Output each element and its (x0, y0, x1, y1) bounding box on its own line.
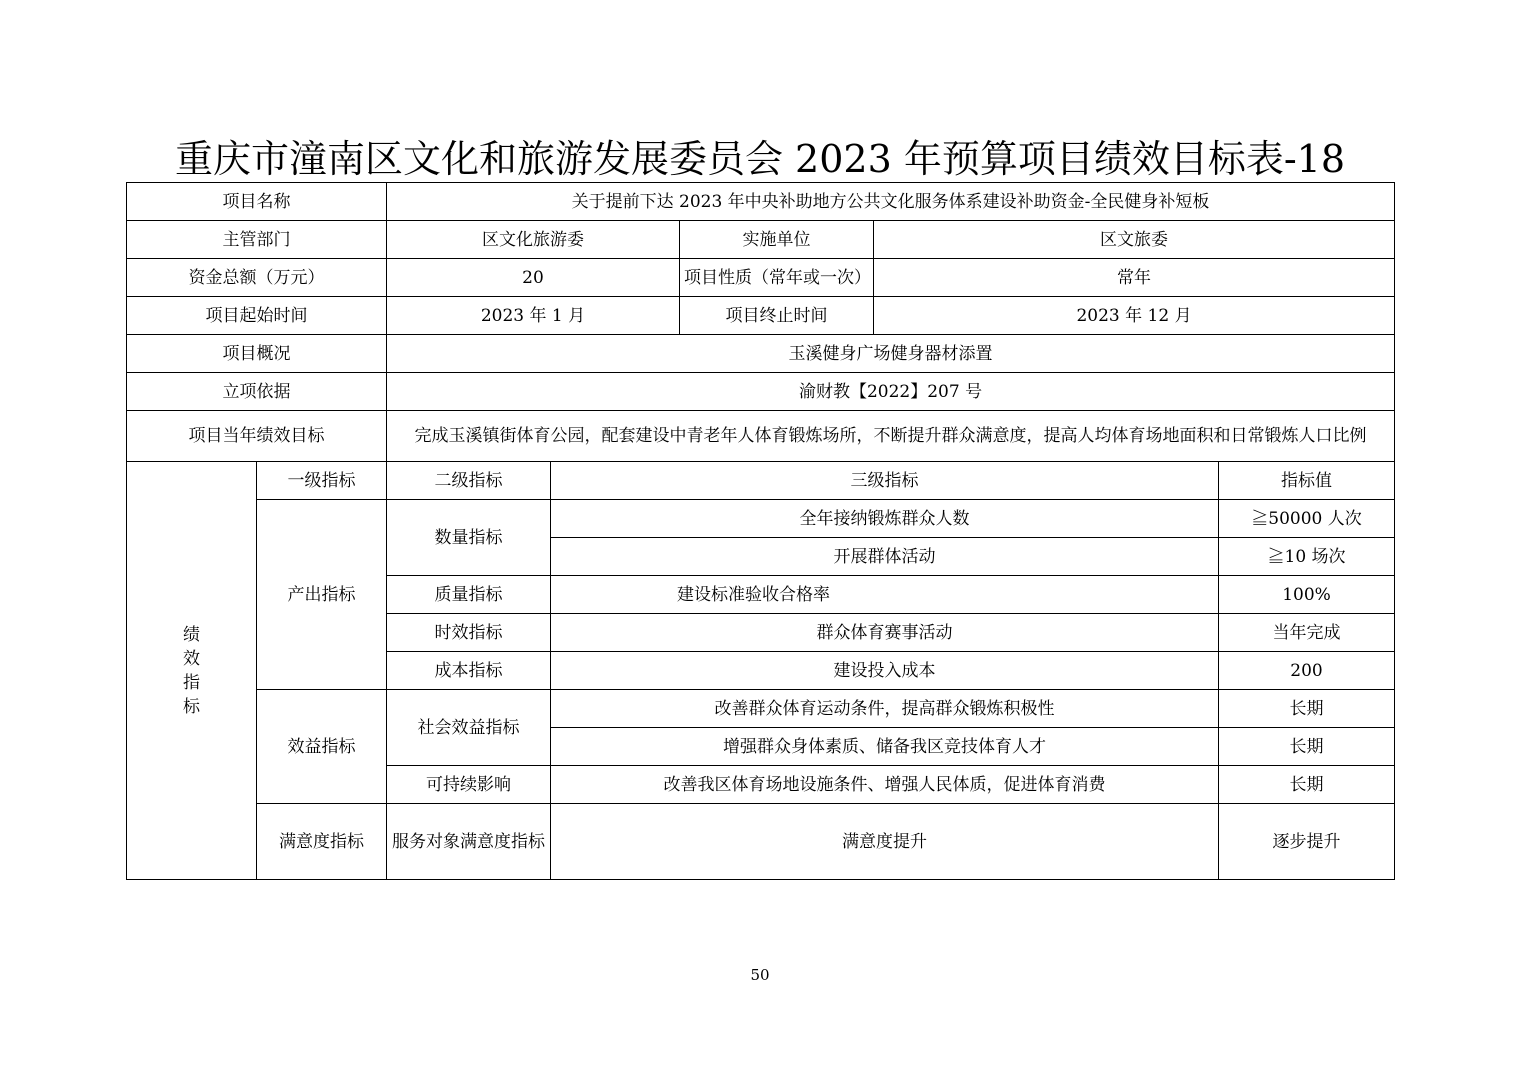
indicator-value: 长期 (1219, 766, 1395, 804)
indicator-section-text: 绩效指标 (182, 624, 200, 717)
header-value: 指标值 (1219, 462, 1395, 500)
overview-label: 项目概况 (127, 335, 387, 373)
impl-value: 区文旅委 (874, 221, 1395, 259)
indicator-value: 逐步提升 (1219, 804, 1395, 880)
indicator-value: 长期 (1219, 728, 1395, 766)
third-indicator: 开展群体活动 (551, 538, 1219, 576)
table-row (127, 500, 1395, 538)
funds-row (127, 259, 1395, 297)
nature-value: 常年 (874, 259, 1395, 297)
third-indicator: 全年接纳锻炼群众人数 (551, 500, 1219, 538)
third-indicator: 建设投入成本 (551, 652, 1219, 690)
third-indicator: 改善我区体育场地设施条件、增强人民体质，促进体育消费 (551, 766, 1219, 804)
third-indicator: 满意度提升 (551, 804, 1219, 880)
nature-label: 项目性质（常年或一次） (680, 259, 874, 297)
dept-label: 主管部门 (127, 221, 387, 259)
impl-label: 实施单位 (680, 221, 874, 259)
third-indicator: 群众体育赛事活动 (551, 614, 1219, 652)
project-name-row (127, 183, 1395, 221)
department-row (127, 221, 1395, 259)
indicator-value: 100% (1219, 576, 1395, 614)
indicator-value: 当年完成 (1219, 614, 1395, 652)
output-indicator-label: 产出指标 (257, 500, 387, 690)
basis-row (127, 373, 1395, 411)
indicator-value: ≧10 场次 (1219, 538, 1395, 576)
page-number: 50 (750, 966, 770, 984)
start-label: 项目起始时间 (127, 297, 387, 335)
performance-target-table (126, 182, 1395, 880)
third-indicator: 增强群众身体素质、储备我区竞技体育人才 (551, 728, 1219, 766)
period-row (127, 297, 1395, 335)
indicator-value: 200 (1219, 652, 1395, 690)
goal-row (127, 411, 1395, 462)
third-indicator: 建设标准验收合格率 (551, 576, 1219, 614)
service-satisfaction-label: 服务对象满意度指标 (387, 804, 551, 880)
overview-row (127, 335, 1395, 373)
table-row (127, 804, 1395, 880)
sustain-indicator-label: 可持续影响 (387, 766, 551, 804)
funds-value: 20 (387, 259, 680, 297)
indicator-value: 长期 (1219, 690, 1395, 728)
basis-label: 立项依据 (127, 373, 387, 411)
indicator-section-label (127, 462, 257, 880)
dept-value: 区文化旅游委 (387, 221, 680, 259)
indicator-value: ≧50000 人次 (1219, 500, 1395, 538)
cost-indicator-label: 成本指标 (387, 652, 551, 690)
social-indicator-label: 社会效益指标 (387, 690, 551, 766)
project-name-label: 项目名称 (127, 183, 387, 221)
goal-label: 项目当年绩效目标 (127, 411, 387, 462)
funds-label: 资金总额（万元） (127, 259, 387, 297)
table-row (127, 690, 1395, 728)
satisfaction-indicator-label: 满意度指标 (257, 804, 387, 880)
overview-value: 玉溪健身广场健身器材添置 (387, 335, 1395, 373)
indicator-header-row (127, 462, 1395, 500)
page-title: 重庆市潼南区文化和旅游发展委员会 2023 年预算项目绩效目标表-18 (174, 137, 1346, 181)
end-value: 2023 年 12 月 (874, 297, 1395, 335)
quality-indicator-label: 质量指标 (387, 576, 551, 614)
project-name-value: 关于提前下达 2023 年中央补助地方公共文化服务体系建设补助资金-全民健身补短板 (387, 183, 1395, 221)
goal-value: 完成玉溪镇街体育公园，配套建设中青老年人体育锻炼场所，不断提升群众满意度，提高人均体育场地面积和日常锻炼人口比例 (387, 411, 1395, 462)
header-level3: 三级指标 (551, 462, 1219, 500)
benefit-indicator-label: 效益指标 (257, 690, 387, 804)
timeliness-indicator-label: 时效指标 (387, 614, 551, 652)
quantity-indicator-label: 数量指标 (387, 500, 551, 576)
basis-value: 渝财教【2022】207 号 (387, 373, 1395, 411)
third-indicator: 改善群众体育运动条件，提高群众锻炼积极性 (551, 690, 1219, 728)
end-label: 项目终止时间 (680, 297, 874, 335)
header-level2: 二级指标 (387, 462, 551, 500)
header-level1: 一级指标 (257, 462, 387, 500)
start-value: 2023 年 1 月 (387, 297, 680, 335)
